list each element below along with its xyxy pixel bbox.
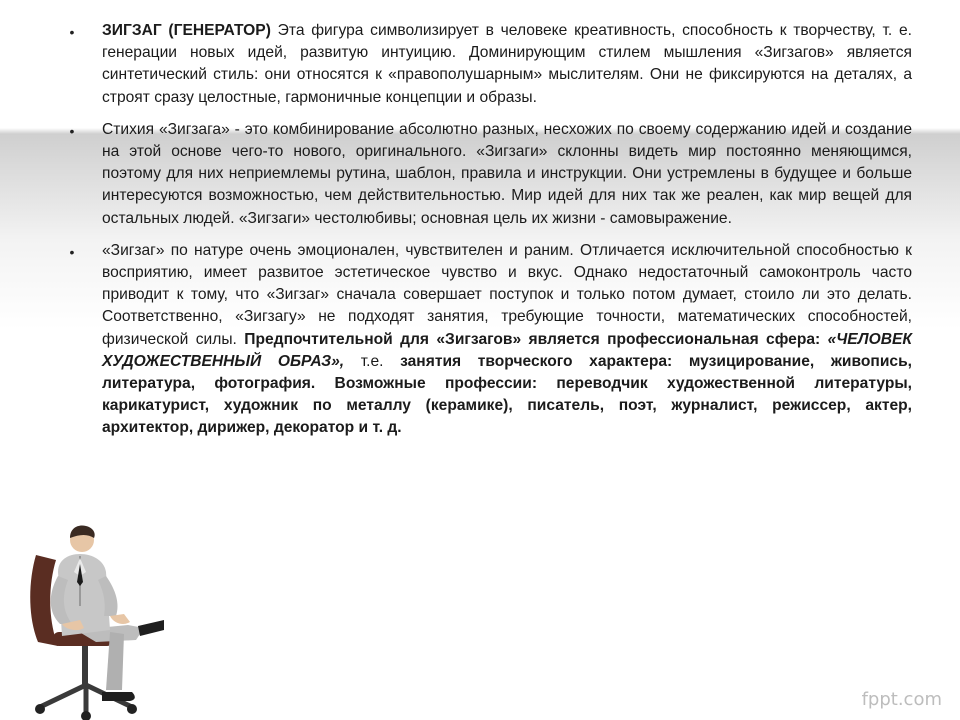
paragraph-3-bold-1: Предпочтительной для «Зигзагов» является профессиональная сфера: (244, 330, 828, 348)
bullet-dot-icon: • (69, 122, 75, 139)
paragraph-3-text-1: «Зигзаг» по натуре очень эмоционален, чувствителен и раним. Отличается исключительной способностью к восприятию, имеет развитое эстетическое чувство и вкус. Однако недостаточный самоконтроль часто приводит к тому, что «Зигзаг» сначала совершает поступок и только потом думает, стоило ли это делать. Соответственно, «Зигзагу» не подходят занятия, требующие точности, математических способностей, физической силы. (102, 241, 912, 348)
bullet-dot-icon: • (69, 243, 75, 260)
bullet-item-1 (58, 20, 912, 109)
paragraph-3-bold-2: занятия творческого характера: музицирование, живопись, литература, фотография. Возможные профессии: переводчик художественной литературы, карикатурист, художник по металлу (керамике), писатель, поэт, журналист, режиссер, актер, архитектор, дирижер, декоратор и т. д. (102, 352, 913, 437)
paragraph-2 (102, 119, 912, 230)
bullet-item-3 (58, 240, 912, 440)
paragraph-3 (102, 240, 912, 440)
bullet-item-2 (58, 119, 912, 230)
seated-businessman-illustration (18, 520, 168, 720)
paragraph-1-title: ЗИГЗАГ (ГЕНЕРАТОР) (102, 22, 271, 39)
paragraph-1-text: Эта фигура символизирует в человеке креативность, способность к творчеству, т. е. генерации новых идей, развитую интуицию. Доминирующим стилем мышления «Зигзагов» является синтетический стиль: они относятся к «правополушарным» мыслителям. Они не фиксируются на деталях, а строят сразу целостные, гармоничные концепции и образы. (102, 22, 912, 106)
content-area (58, 20, 912, 450)
bullet-dot-icon: • (69, 24, 75, 40)
paragraph-3-bold-italic: «ЧЕЛОВЕК ХУДОЖЕСТВЕННЫЙ ОБРАЗ», (102, 330, 912, 370)
paragraph-2-text: Стихия «Зигзага» - это комбинирование абсолютно разных, несхожих по своему содержанию идей и создание на этой основе чего-то нового, оригинального. «Зигзаги» склонны видеть мир постоянно меняющимся, поэтому для них неприемлемы рутина, шаблон, правила и инструкции. Они устремлены в будущее и больше интересуются возможностью, чем действительностью. Мир идей для них так же реален, как мир вещей для остальных людей. «Зигзаги» честолюбивы; основная цель их жизни - самовыражение. (102, 120, 912, 227)
paragraph-1 (102, 20, 912, 109)
watermark: fppt.com (861, 689, 942, 710)
paragraph-3-text-2: т.е. (344, 352, 401, 370)
